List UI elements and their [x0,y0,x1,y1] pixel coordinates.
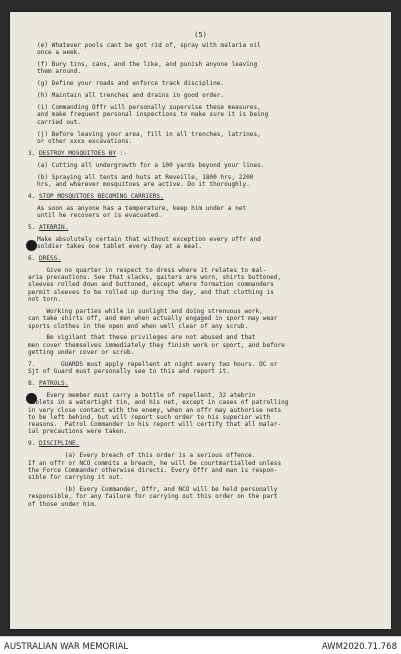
section-8-heading [28,380,370,387]
section-6-para-1: Give no quarter in respect to dress where it relates to mal- aria precautions. See that slacks, gaiters are worn, shirts buttoned, sleeves rolled down and buttoned, except where formation commanders permit sleeves to be rolled up during the day, and that clothing is not torn. [28,266,282,304]
document-page [10,12,391,629]
section-8-para: Every member must carry a bottle of repellent, 32 atebrin tablets in a watertight tin, and his net, except in cases of patrolling in very close contact with the enemy, when an offr may authorise nets to be left behind, but will report such order to his superior with reasons. Patrol Commander in his report will certify that all malar- ial precautions were taken. [28,391,289,436]
document-body [28,42,370,513]
section-3-para-b: (b) Spraying all tents and huts at Reveille, 1800 hrs, 2200 hrs, and wherever mosquitoes are active. Do it thoroughly. [37,173,254,188]
section-5-para: Make absolutely certain that without exception every offr and soldier takes one tablet every day at a meal. [37,235,261,251]
section-4-heading [28,193,370,200]
section-9-heading [28,440,370,447]
para-f: (f) Bury tins, cans, and the like, and punish anyone leaving them around. [37,61,258,76]
para-h: (h) Maintain all trenches and drains in good order. [37,92,225,100]
section-4-title: STOP MOSQUITOES BECOMING CARRIERS. [39,192,164,200]
section-6-para-2: Working parties while in sunlight and doing strenuous work, can take shirts off, and men when actually engaged in sport may wear sports clothes in the open and when well clear of any scrub. [28,307,278,330]
para-e: (e) Whatever pools cant be got rid of, spray with malaria oil once a week. [37,42,261,57]
section-8-number: 8. [28,380,36,388]
section-5-number: 5. [28,223,36,231]
section-6-number: 6. [28,254,36,262]
section-5-heading [28,224,370,231]
section-4-number: 4. [28,192,36,200]
page-number: (5) [194,31,207,39]
section-8-title: PATROLS. [39,380,69,388]
section-6-para-3: Be vigilant that these privileges are not abused and that men cover themselves immediately they finish work or sport, and before getting under cover or scrub. [28,334,285,356]
section-3-para-a: (a) Cutting all undergrowth for a 100 yards beyond your lines. [37,161,265,169]
section-7-para: 7. GUARDS must apply repellent at night every two hours. OC or Sjt of Guard must personally see to this and report it. [28,360,278,376]
footer-institution: AUSTRALIAN WAR MEMORIAL [4,642,129,652]
section-3-suffix: :- [116,149,128,157]
section-4-para: As soon as anyone has a temperature, keep him under a net until he recovers or is evacuated. [37,204,247,219]
para-g: (g) Define your roads and enforce track discipline. [37,80,225,88]
section-9-number: 9. [28,440,36,448]
section-3-number: 3. [28,149,36,157]
section-6-title: DRESS. [39,254,62,262]
para-j: (j) Before leaving your area, fill in all trenches, latrines, or other xxxx excavations. [37,130,261,145]
section-9-para-a: (a) Every breach of this order is a serious offence. If an offr or NCO commits a breach, he will be courtmartialled unless the Force Commander otherwise directs. Every Offr and man is respon- sible for carrying it out. [28,452,282,482]
footer-accession-number: AWM2020.71.768 [321,642,397,652]
section-6-heading [28,255,370,262]
section-9-para-b: (b) Every Commander, Offr, and NCO will be held personally responsible, for any failure for carrying out this order on the part of those under him. [28,486,278,508]
footer-bar [0,636,401,654]
para-i: (i) Commanding Offr will personally supervise these measures, and make frequent personal inspections to make sure it is being carried out. [37,104,269,126]
section-5-title: ATEBRIN. [39,223,69,231]
section-3-heading [28,150,370,157]
section-3-title: DESTROY MOSQUITOES BY [39,149,117,157]
section-9-title: DISCIPLINE. [39,440,80,448]
